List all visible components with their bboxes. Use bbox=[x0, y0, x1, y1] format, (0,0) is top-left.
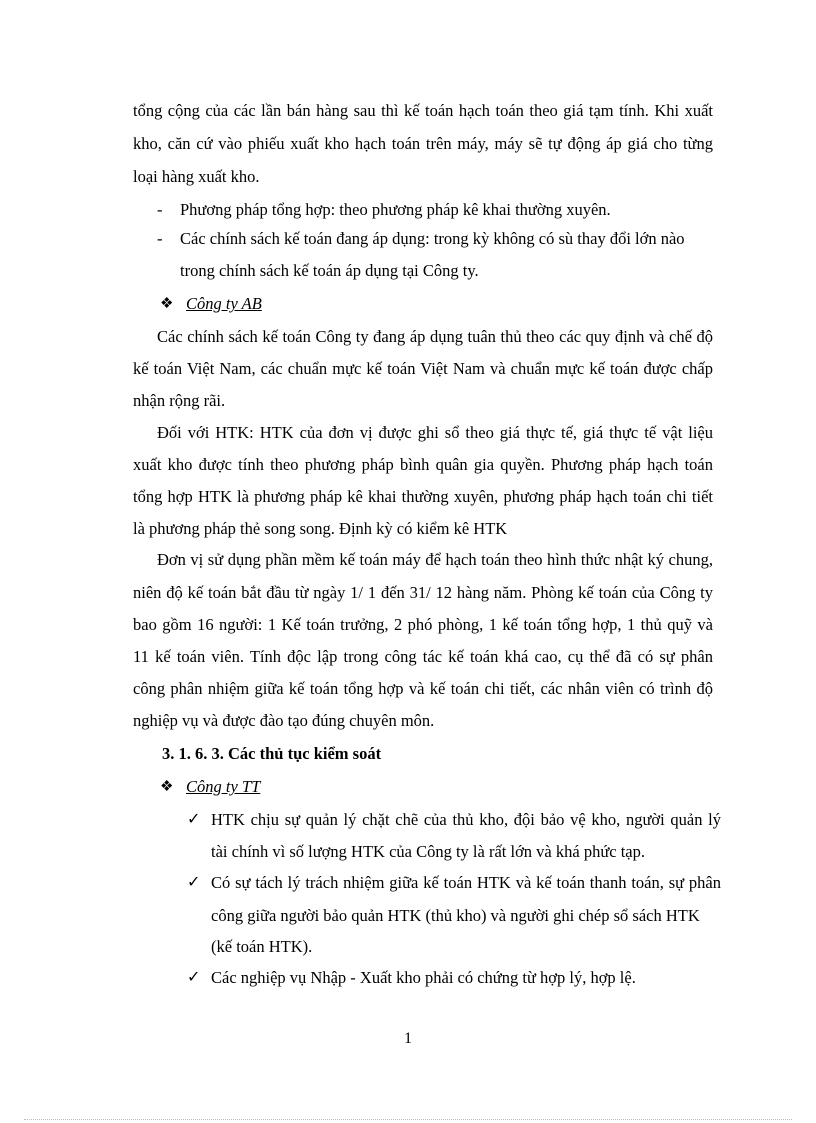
check-item-text: Các nghiệp vụ Nhập - Xuất kho phải có chứng từ hợp lý, hợp lệ. bbox=[211, 968, 636, 987]
check-item-text: HTK chịu sự quản lý chặt chẽ của thủ kho, đội bảo vệ kho, người quản lý bbox=[211, 810, 721, 829]
dash-item-text: Phương pháp tổng hợp: theo phương pháp kê khai thường xuyên. bbox=[180, 200, 611, 219]
paragraph-line: tổng hợp HTK là phương pháp kê khai thường xuyên, phương pháp hạch toán chi tiết bbox=[133, 487, 713, 506]
dash-bullet: - bbox=[157, 229, 163, 248]
check-item-text: công giữa người bảo quản HTK (thủ kho) và người ghi chép sổ sách HTK bbox=[211, 906, 700, 925]
diamond-bullet-icon: ❖ bbox=[160, 296, 174, 312]
page-bottom-rule bbox=[24, 1119, 792, 1120]
paragraph-line: công phân nhiệm giữa kế toán tổng hợp và kế toán chi tiết, các nhân viên có trình độ bbox=[133, 679, 713, 698]
page-number: 1 bbox=[404, 1030, 412, 1047]
paragraph-line: 11 kế toán viên. Tính độc lập trong công tác kế toán khá cao, cụ thể đã có sự phân bbox=[133, 647, 713, 666]
dash-item-text: Các chính sách kế toán đang áp dụng: trong kỳ không có sù thay đổi lớn nào bbox=[180, 229, 685, 248]
section-title-ab: Công ty AB bbox=[186, 294, 262, 313]
paragraph-line: nghiệp vụ và được đào tạo đúng chuyên môn. bbox=[133, 711, 435, 730]
checkmark-icon: ✓ bbox=[187, 874, 201, 891]
dash-bullet: - bbox=[157, 200, 163, 219]
paragraph-line: kế toán Việt Nam, các chuẩn mực kế toán Việt Nam và chuẩn mực kế toán được chấp bbox=[133, 359, 713, 378]
dash-item-text: trong chính sách kế toán áp dụng tại Công ty. bbox=[180, 261, 479, 280]
paragraph-line: kho, căn cứ vào phiếu xuất kho hạch toán trên máy, máy sẽ tự động áp giá cho từng bbox=[133, 134, 713, 153]
diamond-bullet-icon: ❖ bbox=[160, 779, 174, 795]
section-title-tt: Công ty TT bbox=[186, 777, 261, 796]
paragraph-line: là phương pháp thẻ song song. Định kỳ có kiểm kê HTK bbox=[133, 519, 508, 538]
paragraph-line: loại hàng xuất kho. bbox=[133, 167, 260, 186]
section-heading: 3. 1. 6. 3. Các thủ tục kiểm soát bbox=[162, 744, 382, 763]
paragraph-line: bao gồm 16 người: 1 Kế toán trưởng, 2 phó phòng, 1 kế toán tổng hợp, 1 thủ quỹ và bbox=[133, 615, 713, 634]
paragraph-line: Các chính sách kế toán Công ty đang áp dụng tuân thủ theo các quy định và chế độ bbox=[157, 327, 713, 346]
paragraph-line: nhận rộng rãi. bbox=[133, 391, 226, 410]
paragraph-line: tổng cộng của các lần bán hàng sau thì kế toán hạch toán theo giá tạm tính. Khi xuất bbox=[133, 101, 713, 120]
checkmark-icon: ✓ bbox=[187, 811, 201, 828]
check-item-text: (kế toán HTK). bbox=[211, 937, 313, 956]
checkmark-icon: ✓ bbox=[187, 969, 201, 986]
check-item-text: tài chính vì số lượng HTK của Công ty là rất lớn và khá phức tạp. bbox=[211, 842, 645, 861]
paragraph-line: niên độ kế toán bắt đầu từ ngày 1/ 1 đến 31/ 12 hàng năm. Phòng kế toán của Công ty bbox=[133, 583, 713, 602]
paragraph-line: Đơn vị sử dụng phần mềm kế toán máy để hạch toán theo hình thức nhật ký chung, bbox=[157, 550, 713, 569]
paragraph-line: xuất kho được tính theo phương pháp bình quân gia quyền. Phương pháp hạch toán bbox=[133, 455, 713, 474]
paragraph-line: Đối với HTK: HTK của đơn vị được ghi sổ theo giá thực tế, giá thực tế vật liệu bbox=[157, 423, 713, 442]
check-item-text: Có sự tách lý trách nhiệm giữa kế toán HTK và kế toán thanh toán, sự phân bbox=[211, 873, 721, 892]
